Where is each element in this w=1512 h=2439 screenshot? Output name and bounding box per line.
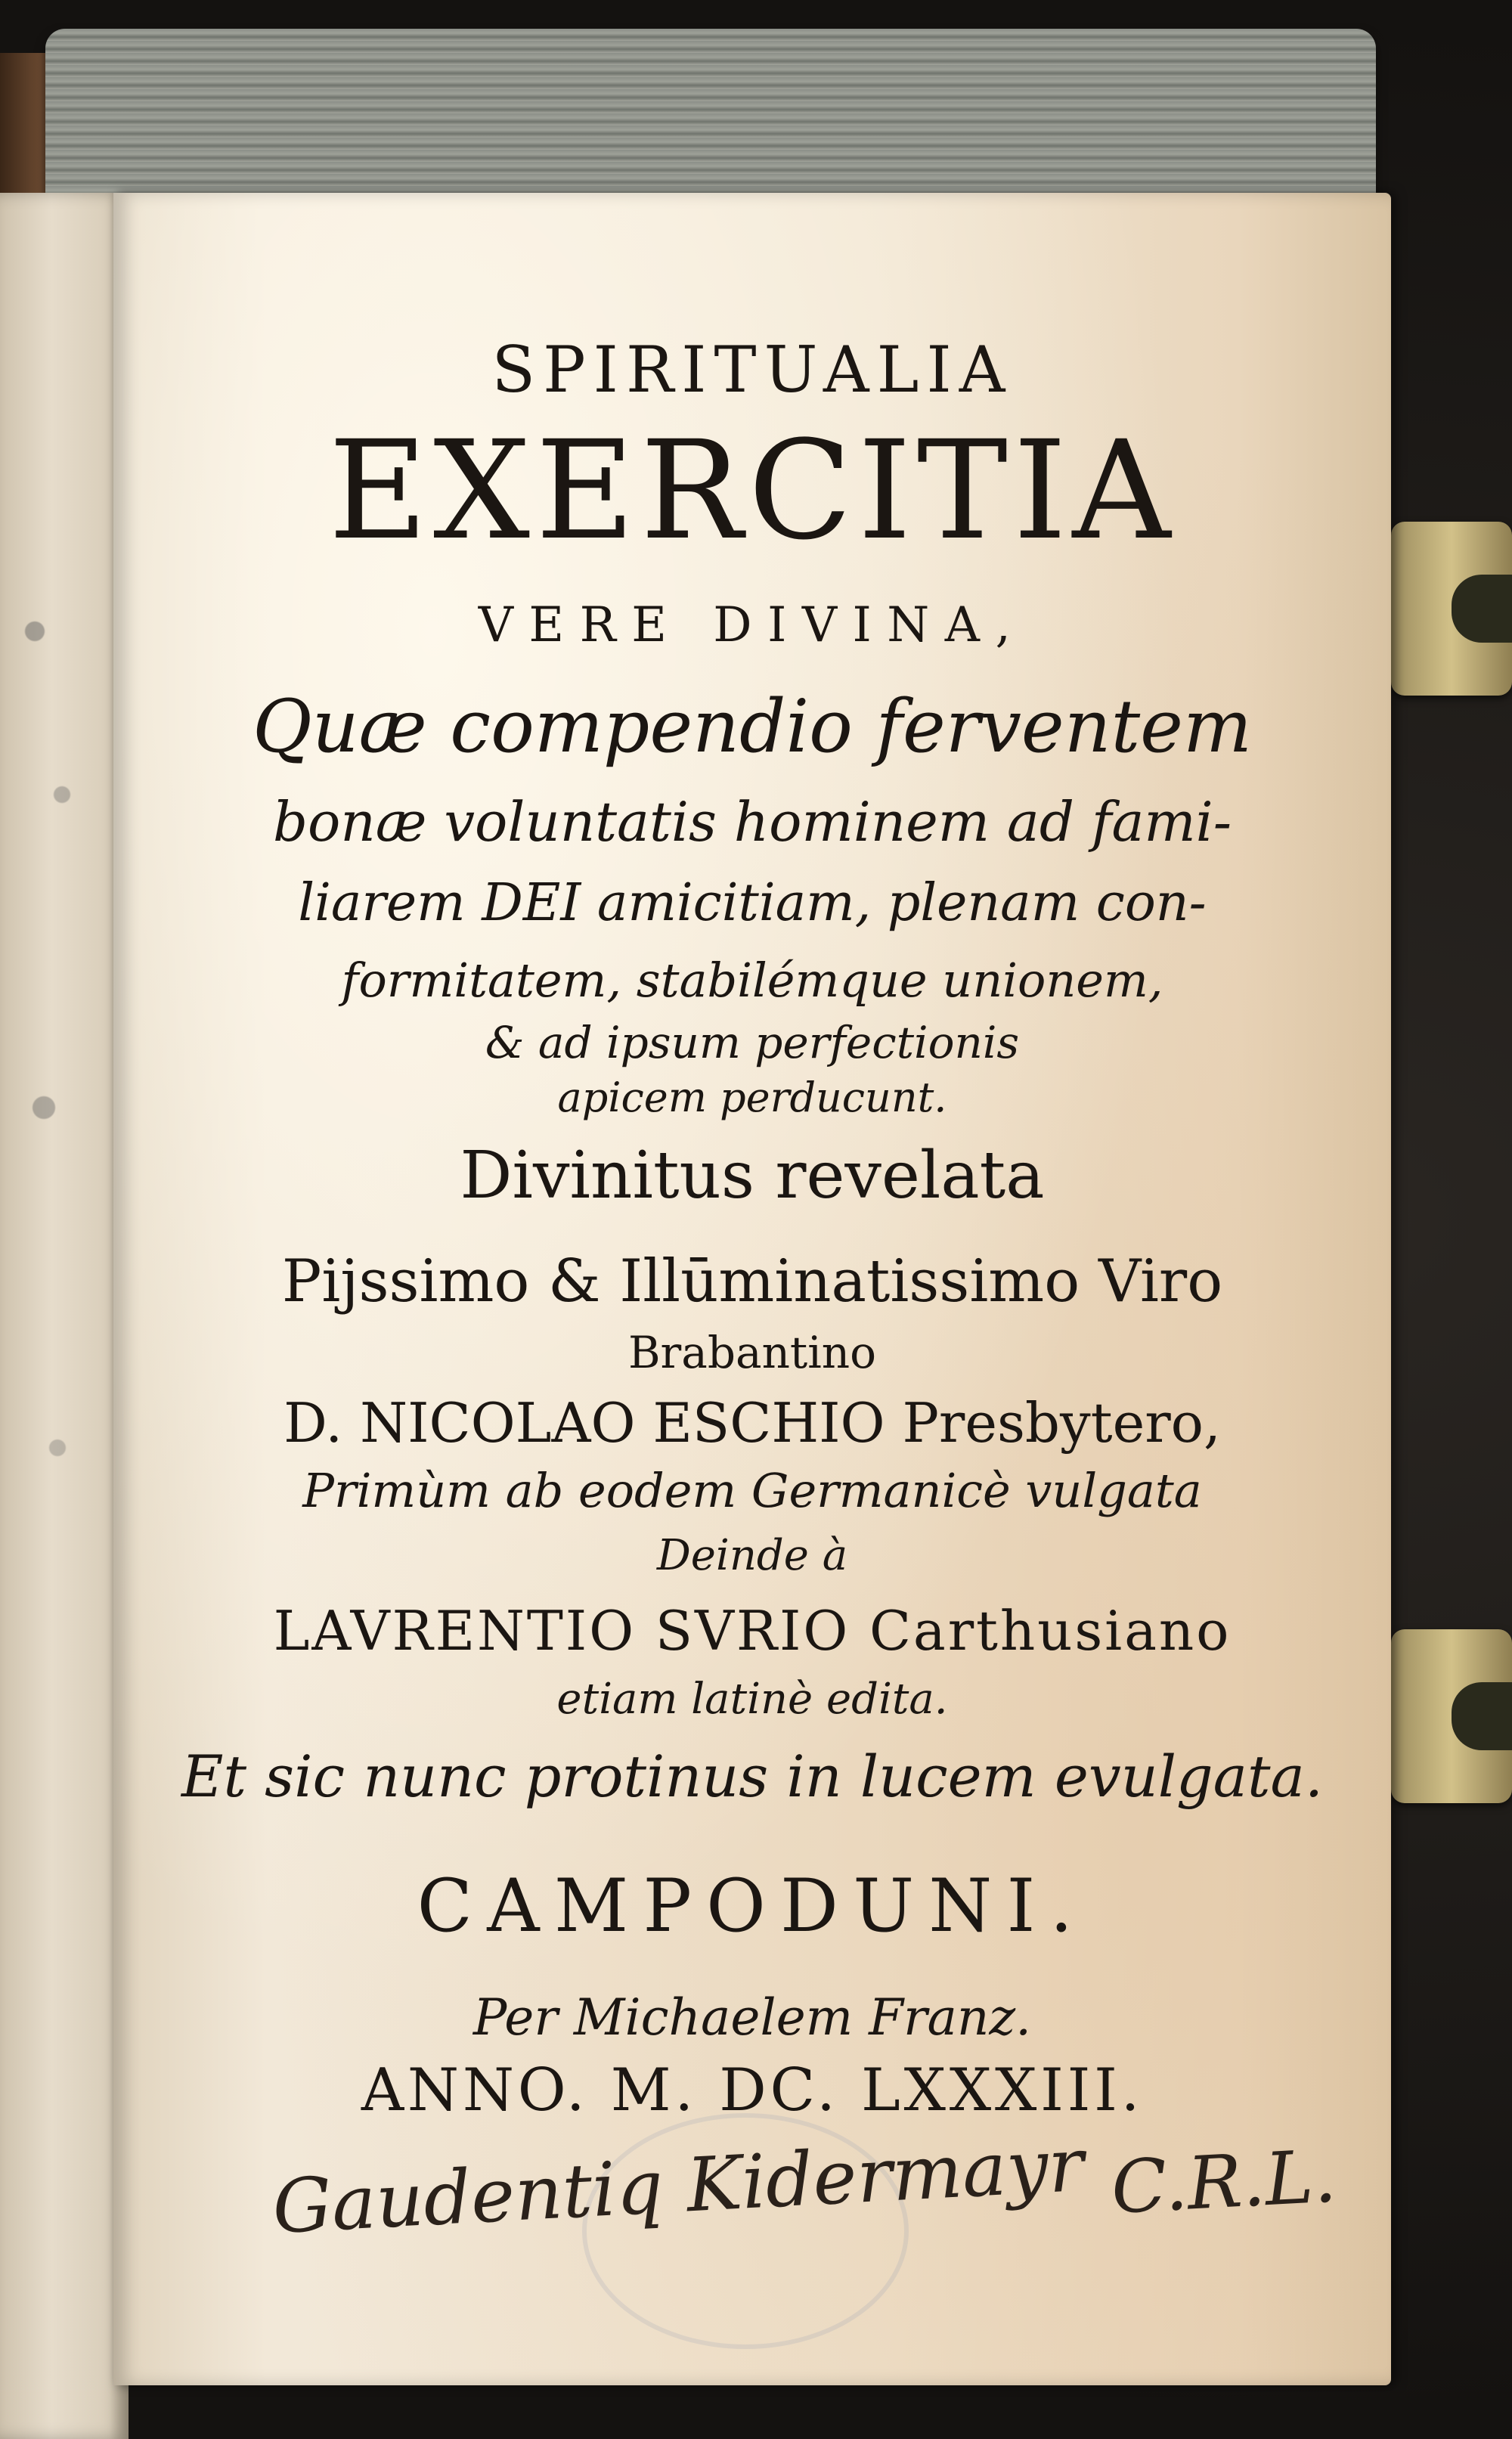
latin-edition-line: etiam latinè edita. [556, 1675, 948, 1724]
deinde-line: Deinde à [656, 1531, 848, 1580]
title-page-text [113, 193, 1391, 2385]
subtitle-line-6: apicem perducunt. [557, 1074, 947, 1121]
owner-signature: Gaudentiq Kidermayr [270, 2121, 1086, 2252]
subtitle-line-4: formitatem, stabilémque unionem, [341, 953, 1163, 1008]
handwritten-initials: C.R.L. [1109, 2134, 1339, 2230]
author-line: D. NICOLAO ESCHIO Presbytero, [284, 1391, 1221, 1455]
foxing-spots [8, 495, 98, 1856]
dedication-line: Pijssimo & Illūminatissimo Viro [281, 1247, 1223, 1316]
subtitle-line-2: bonæ voluntatis hominem ad fami- [272, 790, 1232, 854]
subtitle-line-3: liarem DEI amicitiam, plenam con- [298, 873, 1207, 933]
evulgata-line: Et sic nunc protinus in lucem evulgata. [181, 1743, 1323, 1810]
imprint-year: ANNO. M. DC. LXXXIII. [361, 2056, 1144, 2124]
first-edition-line: Primùm ab eodem Germanicè vulgata [302, 1463, 1202, 1518]
title-line-exercitia: EXERCITIA [328, 412, 1176, 570]
brabantino: Brabantino [627, 1327, 877, 1378]
title-line-vere-divina: VERE DIVINA, [478, 597, 1027, 653]
imprint-place: CAMPODUNI. [417, 1864, 1088, 1948]
clasp-upper [1391, 522, 1512, 696]
left-page [0, 193, 129, 2439]
subtitle-line-1: Quæ compendio ferventem [253, 684, 1252, 769]
subtitle-line-5: & ad ipsum perfectionis [485, 1017, 1020, 1068]
translator-line: LAVRENTIO SVRIO Carthusiano [273, 1599, 1232, 1663]
title-line-spiritualia: SPIRITUALIA [491, 333, 1013, 407]
printer-line: Per Michaelem Franz. [472, 1988, 1032, 2047]
page-edges-top [45, 29, 1376, 206]
divinitus-revelata: Divinitus revelata [460, 1138, 1045, 1213]
title-page [113, 193, 1391, 2385]
clasp-lower [1391, 1629, 1512, 1803]
